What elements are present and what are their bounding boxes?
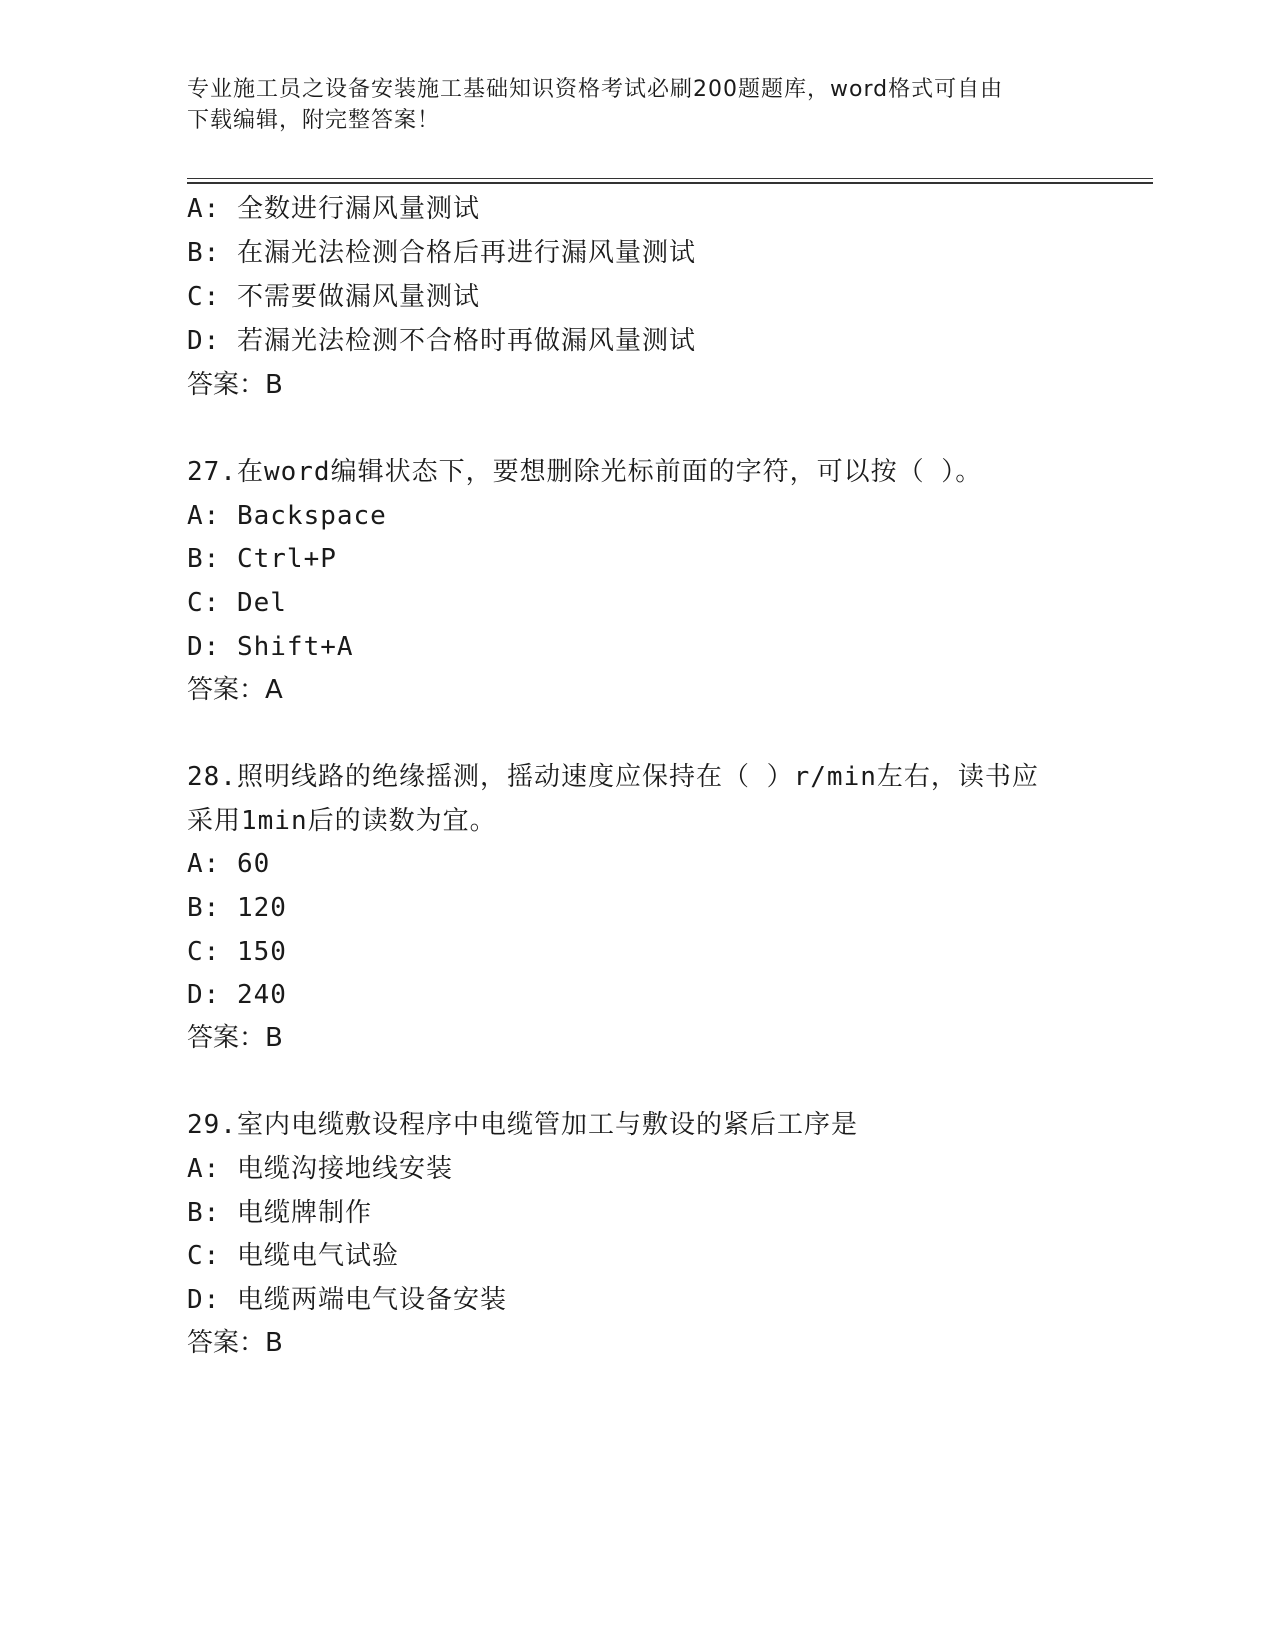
q29-option-d: D: 电缆两端电气设备安装 xyxy=(187,1285,507,1315)
header-divider-thick xyxy=(187,182,1153,184)
q27-option-b: B: Ctrl+P xyxy=(187,544,337,574)
q28-answer: 答案：B xyxy=(187,1023,283,1053)
q26-answer: 答案：B xyxy=(187,370,283,400)
header-line-2: 下载编辑，附完整答案！ xyxy=(187,108,441,133)
q27-option-d: D: Shift+A xyxy=(187,632,354,662)
q29-option-b: B: 电缆牌制作 xyxy=(187,1198,372,1228)
q28-option-d: D: 240 xyxy=(187,980,287,1010)
q28-question-line-2: 采用1min后的读数为宜。 xyxy=(187,806,497,836)
q28-option-a: A: 60 xyxy=(187,849,271,879)
q28-option-b: B: 120 xyxy=(187,893,287,923)
q27-option-c: C: Del xyxy=(187,588,287,618)
q29-option-a: A: 电缆沟接地线安装 xyxy=(187,1154,453,1184)
q29-question: 29.室内电缆敷设程序中电缆管加工与敷设的紧后工序是 xyxy=(187,1110,858,1140)
q29-answer: 答案：B xyxy=(187,1328,283,1358)
q26-option-b: B: 在漏光法检测合格后再进行漏风量测试 xyxy=(187,238,696,268)
header-line-1: 专业施工员之设备安装施工基础知识资格考试必刷200题题库，word格式可自由 xyxy=(187,77,1004,102)
q27-option-a: A: Backspace xyxy=(187,501,387,531)
q26-option-c: C: 不需要做漏风量测试 xyxy=(187,282,480,312)
q27-answer: 答案：A xyxy=(187,675,283,705)
header-divider-thin xyxy=(187,178,1153,179)
q29-option-c: C: 电缆电气试验 xyxy=(187,1241,399,1271)
document-header xyxy=(187,74,1087,136)
q27-question: 27.在word编辑状态下，要想删除光标前面的字符，可以按（ ）。 xyxy=(187,457,983,487)
q28-question-line-1: 28.照明线路的绝缘摇测，摇动速度应保持在（ ）r/min左右，读书应 xyxy=(187,762,1039,792)
q28-option-c: C: 150 xyxy=(187,937,287,967)
q26-option-a: A: 全数进行漏风量测试 xyxy=(187,194,480,224)
q26-option-d: D: 若漏光法检测不合格时再做漏风量测试 xyxy=(187,326,696,356)
